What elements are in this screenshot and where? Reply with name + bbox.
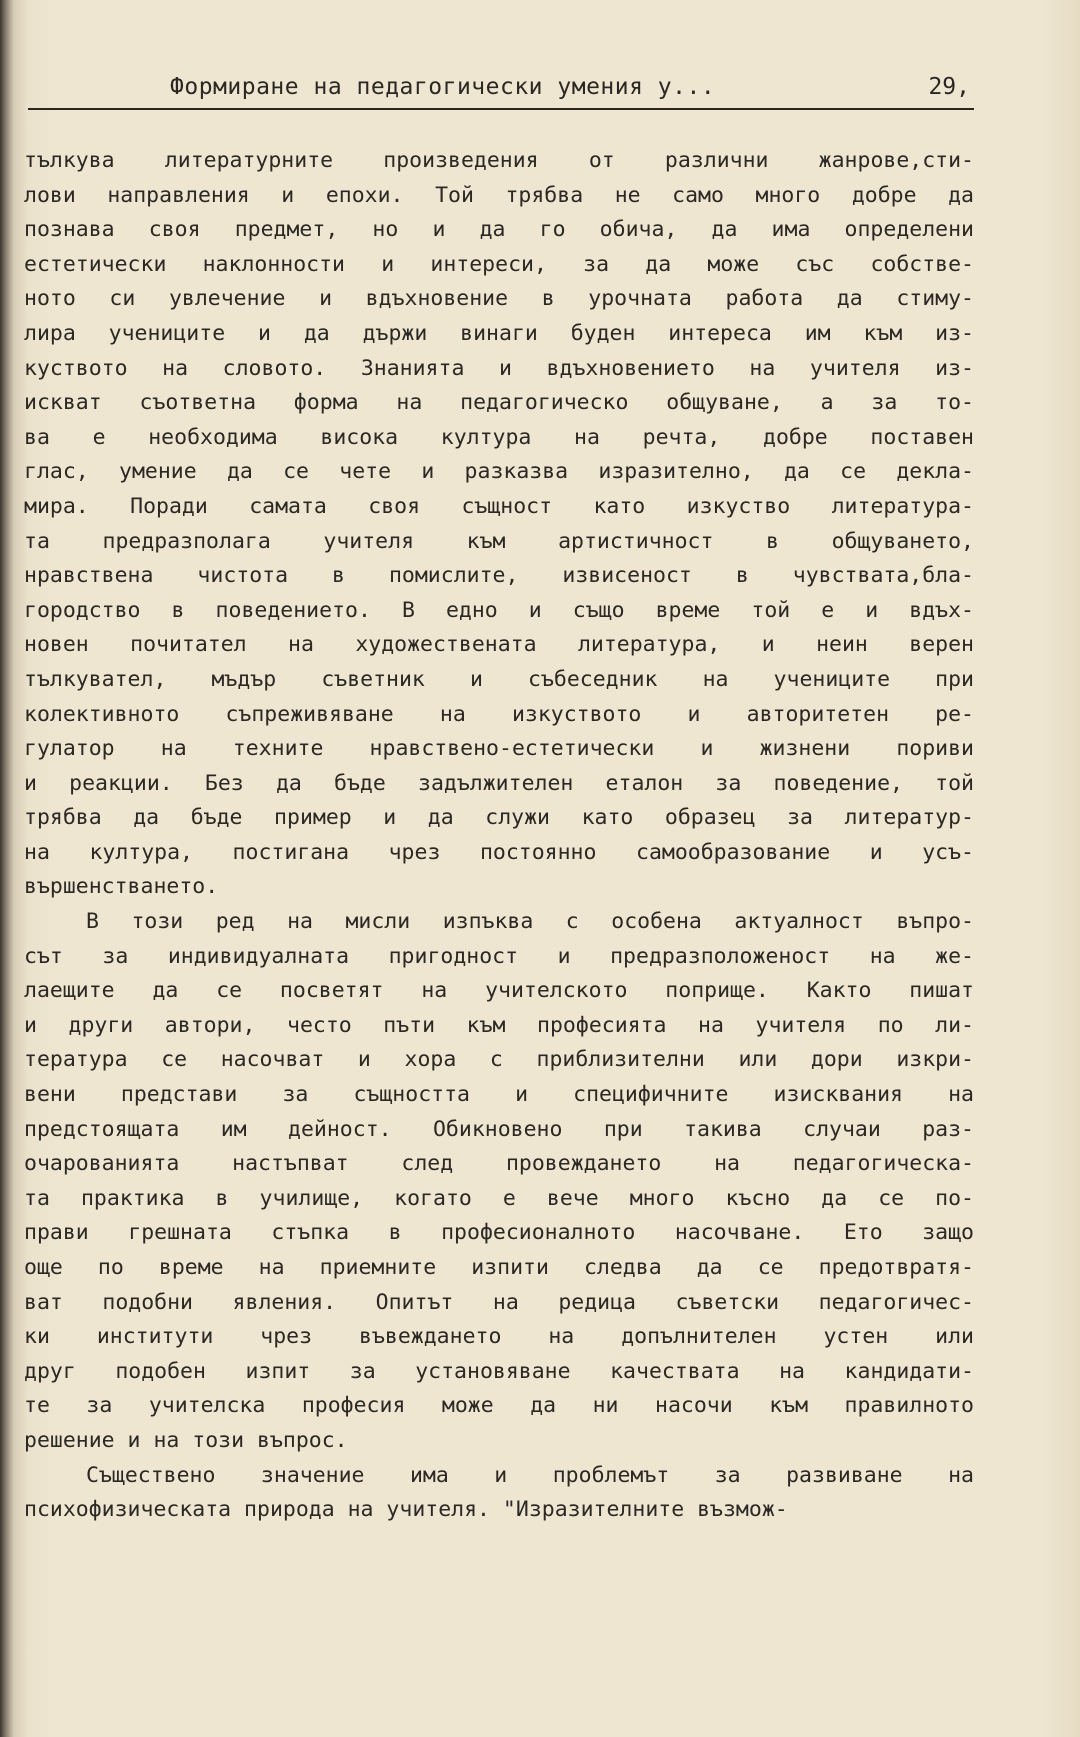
- text-line: очарованията настъпват след провеждането на педагогическа-: [24, 1151, 974, 1177]
- text-line: те за учителска професия може да ни насочи към правилното: [24, 1393, 974, 1419]
- text-line: решение и на този въпрос.: [24, 1427, 348, 1453]
- text-line: друг подобен изпит за установяване качествата на кандидати-: [24, 1358, 974, 1384]
- running-header: [28, 74, 974, 110]
- text-line: трябва да бъде пример и да служи като образец за литератур-: [24, 805, 974, 831]
- body-text: [24, 144, 974, 1528]
- text-line: Съществено значение има и проблемът за развиване на: [86, 1462, 974, 1488]
- text-line: мира. Поради самата своя същност като изкуство литература-: [24, 493, 974, 519]
- text-line: ват подобни явления. Опитът на редица съветски педагогичес-: [24, 1289, 974, 1315]
- text-line: ното си увлечение и вдъхновение в урочната работа да стиму-: [24, 286, 974, 312]
- text-line: на култура, постигана чрез постоянно самообразование и усъ-: [24, 839, 974, 865]
- text-line: естетически наклонности и интереси, за да може със собстве-: [24, 251, 974, 277]
- text-line: прави грешната стъпка в професионалното насочване. Ето защо: [24, 1220, 974, 1246]
- text-line: лаещите да се посветят на учителското поприще. Както пишат: [24, 978, 974, 1004]
- text-line: още по време на приемните изпити следва да се предотвратя-: [24, 1255, 974, 1280]
- text-line: лови направления и епохи. Той трябва не само много добре да: [24, 182, 974, 208]
- text-line: познава своя предмет, но и да го обича, да има определени: [24, 217, 974, 243]
- text-line: тълкува литературните произведения от различни жанрове,сти-: [24, 148, 974, 173]
- text-line: ки институти чрез въвеждането на допълнителен устен или: [24, 1324, 974, 1350]
- text-line: куството на словото. Знанията и вдъхновението на учителя из-: [24, 355, 974, 381]
- text-line: вени представи за същността и специфичните изисквания на: [24, 1082, 974, 1108]
- text-line: тълкувател, мъдър съветник и събеседник на учениците при: [24, 666, 974, 692]
- text-line: глас, умение да се чете и разказва изразително, да се декла-: [24, 459, 974, 485]
- text-line: сът за индивидуалната пригодност и предразположеност на же-: [24, 943, 974, 969]
- text-line: колективното съпреживяване на изкуството и авторитетен ре-: [24, 701, 974, 727]
- text-line: та практика в училище, когато е вече много късно да се по-: [24, 1185, 974, 1211]
- text-line: вършенстването.: [24, 874, 219, 900]
- text-line: лира учениците и да държи винаги буден интереса им към из-: [24, 320, 974, 346]
- text-line: ва е необходима висока култура на речта, добре поставен: [24, 424, 974, 450]
- text-line: и други автори, често пъти към професията на учителя по ли-: [24, 1012, 974, 1038]
- text-line: В този ред на мисли изпъква с особена актуалност въпро-: [86, 909, 974, 935]
- text-line: гулатор на техните нравствено-естетически и жизнени пориви: [24, 736, 974, 762]
- text-line: нравствена чистота в помислите, извисеност в чувствата,бла-: [24, 563, 974, 589]
- text-line: та предразполага учителя към артистичност в общуването,: [24, 528, 974, 554]
- text-line: искват съответна форма на педагогическо общуване, а за то-: [24, 390, 974, 416]
- text-line: и реакции. Без да бъде задължителен еталон за поведение, той: [24, 770, 974, 796]
- text-line: предстоящата им дейност. Обикновено при такива случаи раз-: [24, 1116, 974, 1142]
- page-number: 29,: [928, 74, 970, 100]
- text-line: новен почитател на художествената литература, и неин верен: [24, 632, 974, 658]
- text-line: городство в поведението. В едно и също време той е и вдъх-: [24, 597, 974, 623]
- text-line: тература се насочват и хора с приблизителни или дори изкри-: [24, 1047, 974, 1073]
- running-header-title: Формиране на педагогически умения у...: [170, 74, 716, 100]
- text-line: психофизическата природа на учителя. "Изразителните възмож-: [24, 1497, 788, 1523]
